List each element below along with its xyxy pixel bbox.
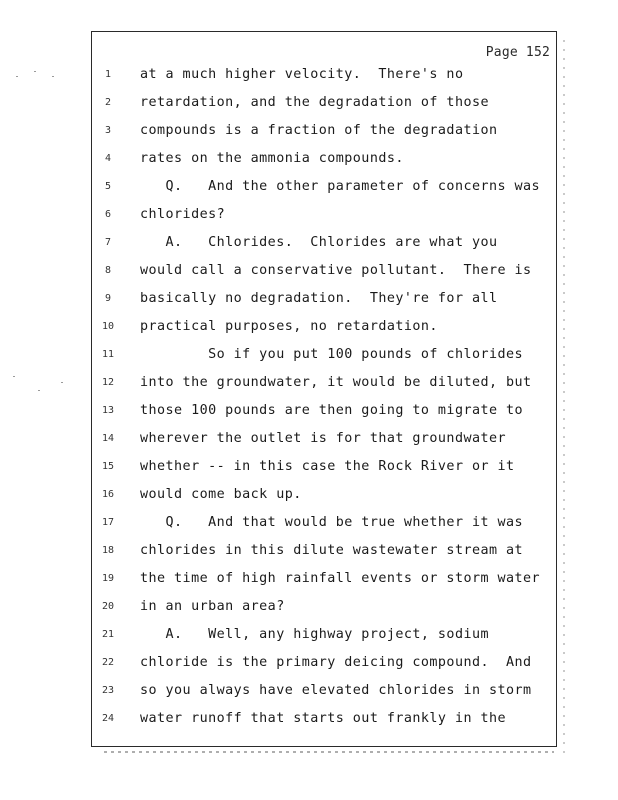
line-text: so you always have elevated chlorides in storm (140, 683, 532, 698)
line-number: 7 (104, 237, 112, 248)
scan-speck (16, 76, 18, 77)
line-text: would call a conservative pollutant. There is (140, 263, 532, 278)
line-text: those 100 pounds are then going to migrate to (140, 403, 524, 418)
line-text: rates on the ammonia compounds. (140, 151, 404, 166)
line-number: 22 (101, 657, 115, 668)
line-number: 19 (101, 573, 115, 584)
line-number: 15 (101, 461, 115, 472)
line-number: 13 (101, 405, 115, 416)
line-number: 8 (104, 265, 112, 276)
scan-noise-right-edge (563, 40, 565, 755)
line-text: A. Well, any highway project, sodium (140, 627, 489, 642)
line-text: chlorides? (140, 207, 226, 222)
line-text: the time of high rainfall events or storm water (140, 571, 541, 586)
scan-speck (38, 390, 40, 391)
line-text: A. Chlorides. Chlorides are what you (140, 235, 498, 250)
line-number: 9 (104, 293, 112, 304)
line-text: into the groundwater, it would be diluted, but (140, 375, 532, 390)
scan-noise-bottom (104, 751, 554, 753)
line-number: 6 (104, 209, 112, 220)
line-text: chloride is the primary deicing compound. And (140, 655, 532, 670)
line-text: Q. And the other parameter of concerns was (140, 179, 541, 194)
scan-speck (52, 76, 54, 77)
line-number: 5 (104, 181, 112, 192)
line-text: would come back up. (140, 487, 302, 502)
line-number: 21 (101, 629, 115, 640)
page-number: Page 152 (485, 45, 550, 60)
line-text: whether -- in this case the Rock River or it (140, 459, 515, 474)
line-text: at a much higher velocity. There's no (140, 67, 464, 82)
line-text: retardation, and the degradation of those (140, 95, 489, 110)
line-number: 3 (104, 125, 112, 136)
line-number: 18 (101, 545, 115, 556)
line-number: 14 (101, 433, 115, 444)
line-number: 11 (101, 349, 115, 360)
line-text: practical purposes, no retardation. (140, 319, 438, 334)
line-number: 23 (101, 685, 115, 696)
line-number: 12 (101, 377, 115, 388)
line-text: compounds is a fraction of the degradation (140, 123, 498, 138)
line-text: wherever the outlet is for that groundwater (140, 431, 507, 446)
line-number: 2 (104, 97, 112, 108)
line-number: 20 (101, 601, 115, 612)
line-number: 4 (104, 153, 112, 164)
line-number: 16 (101, 489, 115, 500)
line-number: 17 (101, 517, 115, 528)
transcript-page (91, 31, 557, 747)
scan-speck (61, 382, 63, 383)
line-number: 1 (104, 69, 112, 80)
line-number: 10 (101, 321, 115, 332)
line-number: 24 (101, 713, 115, 724)
scan-speck (13, 376, 15, 377)
line-text: water runoff that starts out frankly in the (140, 711, 507, 726)
line-text: in an urban area? (140, 599, 285, 614)
scan-speck (34, 71, 36, 72)
line-text: chlorides in this dilute wastewater stream at (140, 543, 524, 558)
line-text: basically no degradation. They're for all (140, 291, 498, 306)
line-text: So if you put 100 pounds of chlorides (140, 347, 524, 362)
line-text: Q. And that would be true whether it was (140, 515, 524, 530)
